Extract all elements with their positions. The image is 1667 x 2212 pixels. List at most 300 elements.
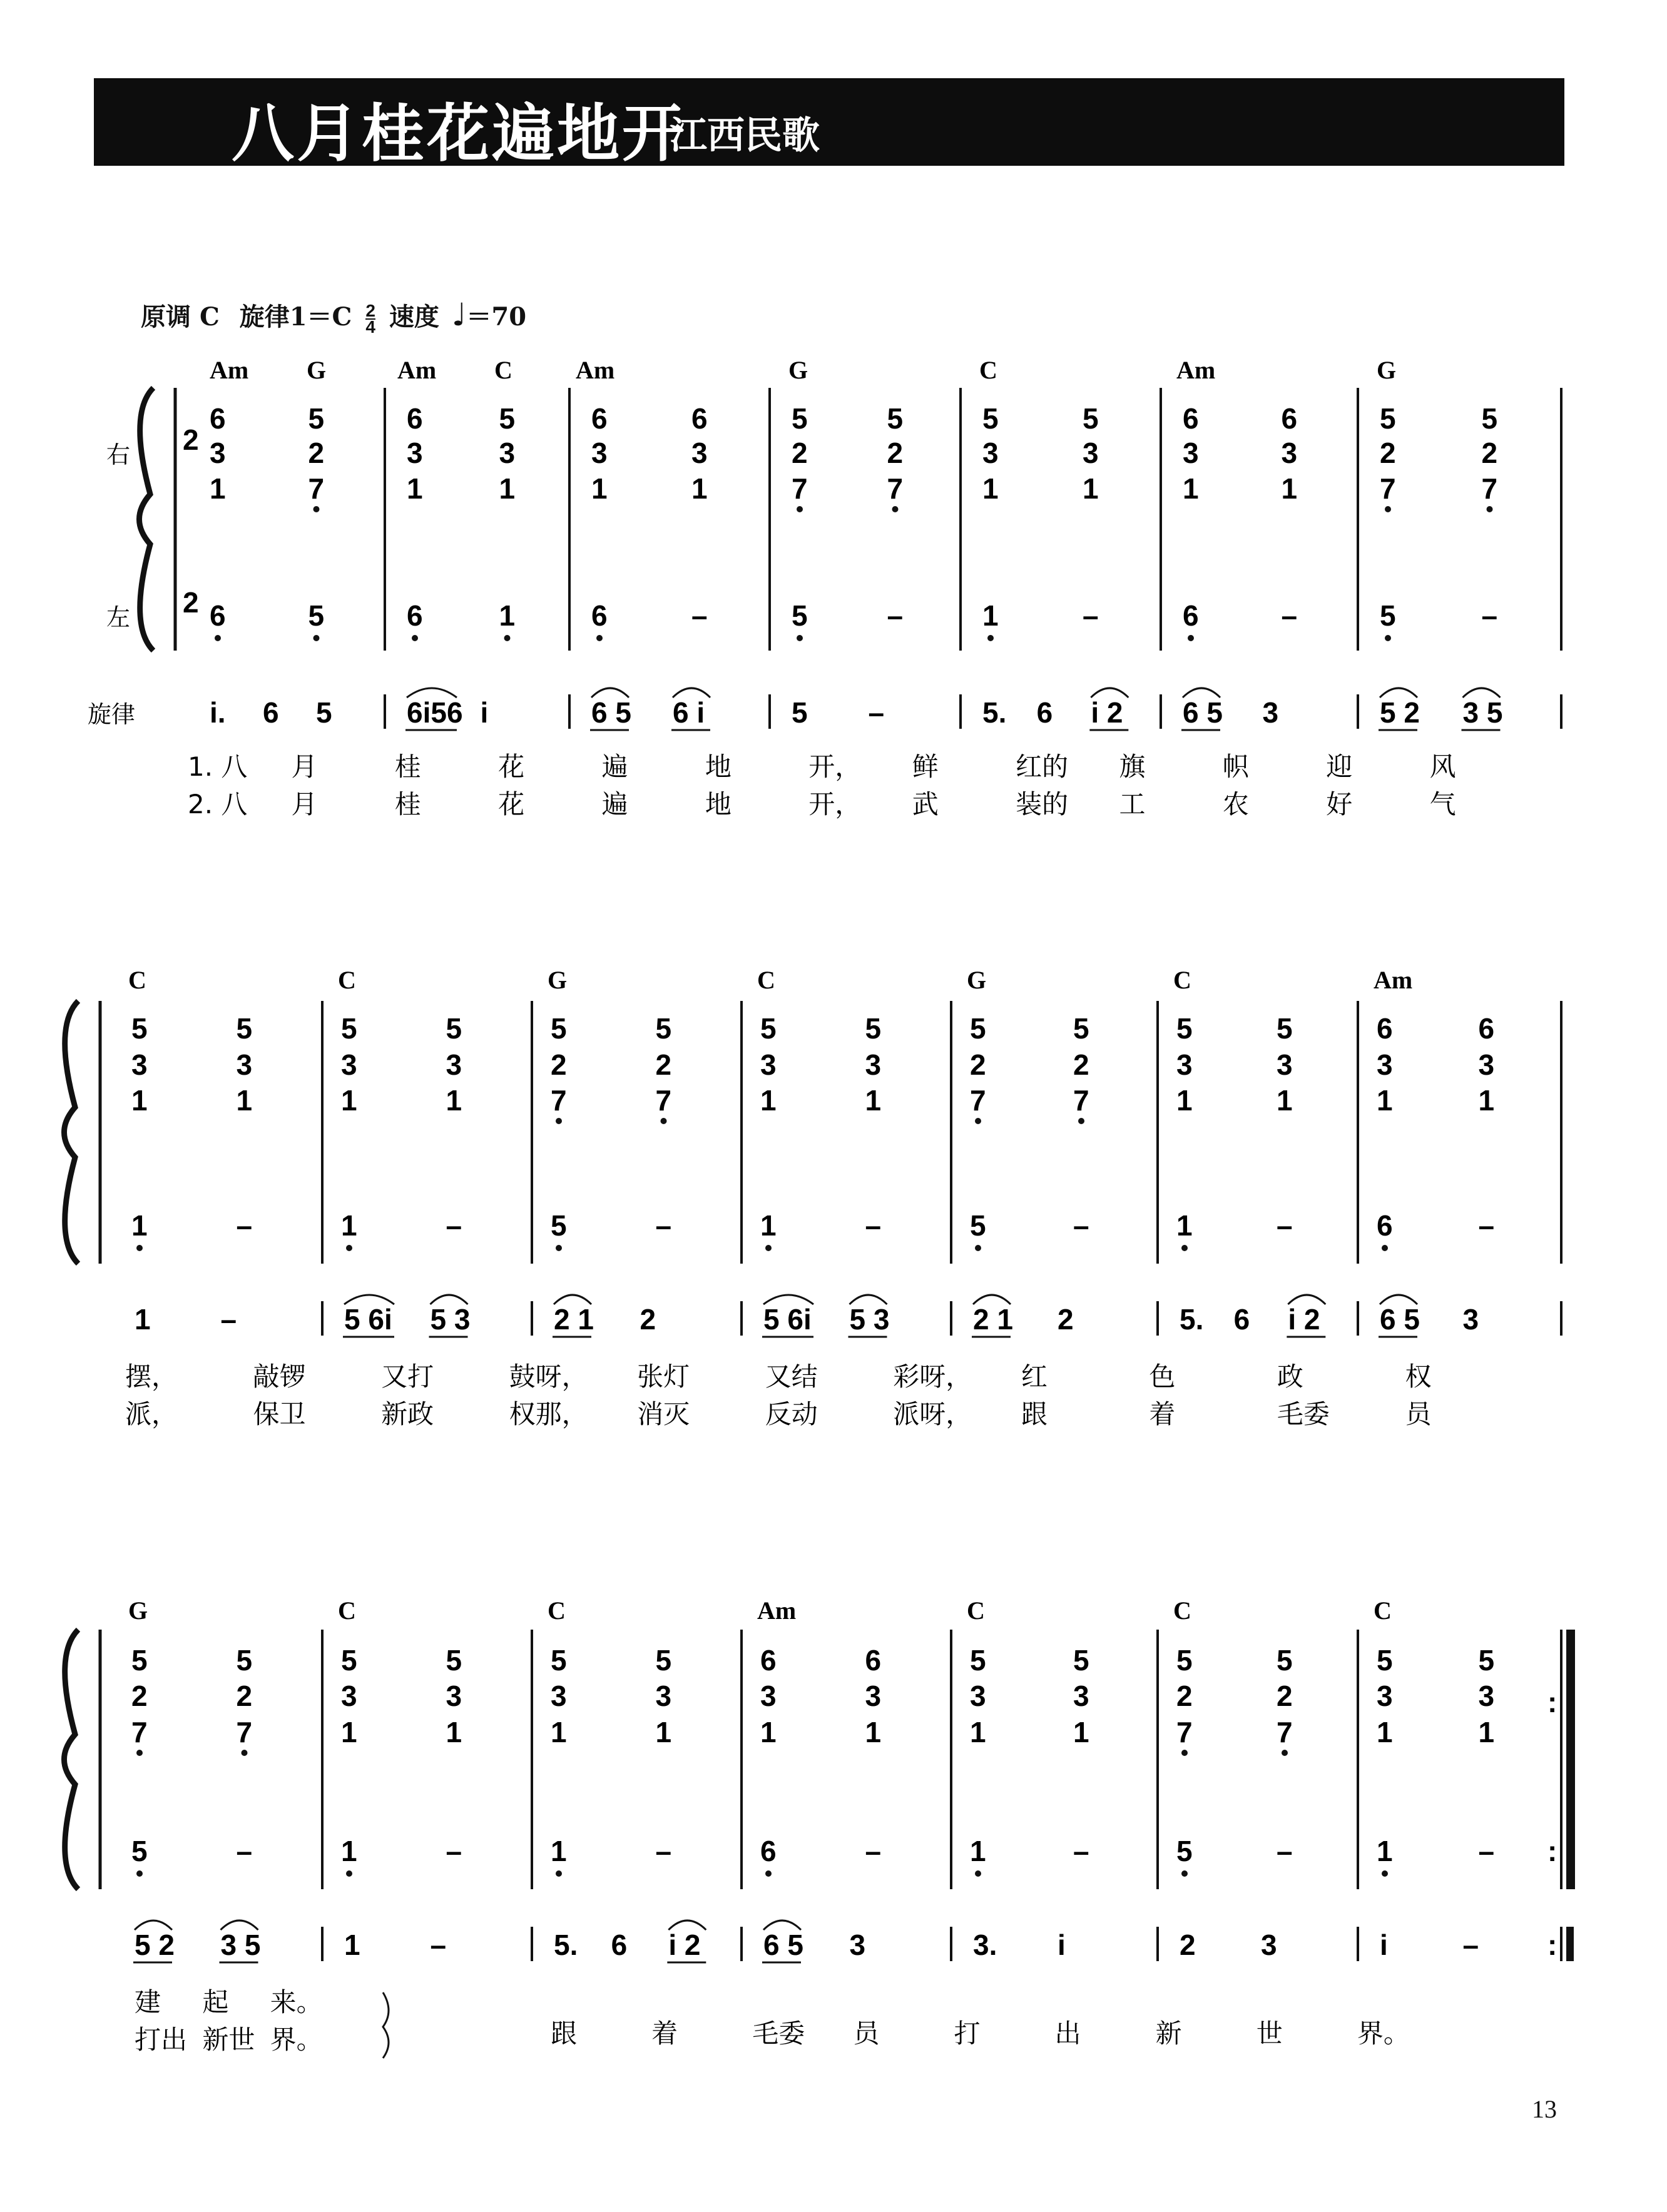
low-octave-dot xyxy=(661,1118,667,1124)
right-hand-note: 3 xyxy=(1478,1048,1495,1081)
right-hand-note: 2 xyxy=(887,437,904,469)
right-hand-note: 1 xyxy=(982,472,999,505)
right-hand-note: 1 xyxy=(1183,472,1199,505)
melody-note: 3. xyxy=(973,1929,997,1961)
melody-note: 2 1 xyxy=(973,1303,1013,1336)
right-hand-note: 3 xyxy=(865,1680,882,1712)
melody-note: 6 5 xyxy=(1380,1303,1420,1336)
melody-note: 5 2 xyxy=(135,1929,175,1961)
left-hand-note: 1 xyxy=(970,1835,986,1867)
melody-note: i xyxy=(1380,1929,1388,1961)
right-hand-note: 5 xyxy=(446,1644,462,1677)
right-hand-note: 2 xyxy=(131,1680,148,1712)
low-octave-dot xyxy=(1385,506,1391,512)
right-hand-note: 5 xyxy=(655,1644,672,1677)
melody-note: 6 5 xyxy=(591,696,631,729)
chord-symbol: G xyxy=(548,966,568,994)
right-hand-note: 7 xyxy=(970,1084,986,1117)
right-hand-note: 7 xyxy=(551,1084,567,1117)
melody-note: 5 3 xyxy=(430,1303,471,1336)
lyric-syllable: 工 xyxy=(1119,789,1146,819)
lyric-syllable: 2. 八 xyxy=(188,789,248,819)
melody-note: 5. xyxy=(982,696,1007,729)
right-hand-note: 1 xyxy=(131,1084,148,1117)
right-hand-note: 1 xyxy=(970,1716,986,1748)
brace-icon xyxy=(64,1001,79,1264)
left-hand-note: – xyxy=(655,1209,672,1242)
repeat-dots: : xyxy=(1547,1686,1557,1718)
right-hand-note: 5 xyxy=(131,1012,148,1045)
tempo-value: ＝70 xyxy=(466,302,527,332)
melody-note: 6 5 xyxy=(1183,696,1223,729)
melody-note: – xyxy=(1462,1929,1479,1961)
left-hand-note: – xyxy=(236,1209,253,1242)
lyric-syllable: 毛委 xyxy=(752,2018,805,2049)
melody-note: – xyxy=(430,1929,447,1961)
time-sig-top: 2 xyxy=(183,586,199,619)
left-hand-note: – xyxy=(236,1835,253,1867)
right-hand-note: 1 xyxy=(1281,472,1298,505)
lyric-syllable: 风 xyxy=(1429,751,1456,782)
low-octave-dot xyxy=(556,1870,562,1877)
lyric-syllable: 又打 xyxy=(381,1361,434,1392)
right-hand-note: 7 xyxy=(1277,1716,1293,1748)
right-hand-note: 3 xyxy=(1377,1048,1393,1081)
chord-symbol: Am xyxy=(1374,966,1413,994)
lyric-syllable: 月 xyxy=(291,751,318,782)
low-octave-dot xyxy=(556,1245,562,1251)
right-hand-note: 7 xyxy=(1481,472,1498,505)
right-hand-note: 3 xyxy=(407,437,423,469)
lyric-syllable: 开， xyxy=(808,751,862,782)
right-hand-note: 3 xyxy=(551,1680,567,1712)
right-hand-note: 1 xyxy=(1478,1084,1495,1117)
lyric-syllable: 着 xyxy=(1149,1399,1176,1429)
melody-note: 6 xyxy=(611,1929,628,1961)
right-hand-note: 1 xyxy=(341,1716,357,1748)
right-hand-note: 5 xyxy=(792,402,808,435)
left-hand-note: 5 xyxy=(1380,599,1396,632)
lyric-syllable: 来。 xyxy=(270,1987,323,2017)
lyric-brace-icon xyxy=(383,1992,389,2058)
lyric-syllable: 色 xyxy=(1149,1361,1176,1392)
right-hand-note: 1 xyxy=(236,1084,253,1117)
lyric-syllable: 地 xyxy=(705,751,732,782)
low-octave-dot xyxy=(975,1870,981,1877)
right-hand-note: 3 xyxy=(970,1680,986,1712)
right-hand-note: 7 xyxy=(792,472,808,505)
right-hand-note: 2 xyxy=(792,437,808,469)
lyric-syllable: 建 xyxy=(135,1987,161,2017)
right-hand-note: 5 xyxy=(551,1012,567,1045)
chord-symbol: C xyxy=(967,1596,985,1625)
right-hand-note: 6 xyxy=(865,1644,882,1677)
right-hand-note: 5 xyxy=(970,1012,986,1045)
right-hand-note: 3 xyxy=(210,437,226,469)
speed-label: 速度 xyxy=(389,302,439,332)
low-octave-dot xyxy=(346,1245,352,1251)
right-hand-note: 7 xyxy=(1176,1716,1193,1748)
melody-note: 5 6i xyxy=(344,1303,392,1336)
low-octave-dot xyxy=(765,1870,772,1877)
low-octave-dot xyxy=(136,1245,143,1251)
melody-note: 5 3 xyxy=(849,1303,890,1336)
right-hand-note: 6 xyxy=(1183,402,1199,435)
right-hand-note: 3 xyxy=(1377,1680,1393,1712)
score-system-2 xyxy=(0,963,1667,1476)
right-hand-note: 5 xyxy=(1176,1012,1193,1045)
right-hand-note: 1 xyxy=(551,1716,567,1748)
quarter-note-icon: ♩ xyxy=(451,296,467,333)
melody-note: i 2 xyxy=(668,1929,701,1961)
right-hand-note: 3 xyxy=(760,1048,777,1081)
left-hand-note: – xyxy=(1481,599,1498,632)
right-hand-note: 1 xyxy=(691,472,708,505)
right-hand-note: 3 xyxy=(982,437,999,469)
melody-note: 1 xyxy=(135,1303,151,1336)
right-hand-note: 2 xyxy=(1176,1680,1193,1712)
melody-note: 2 xyxy=(640,1303,656,1336)
left-hand-label: 左 xyxy=(106,604,131,631)
lyric-syllable: 员 xyxy=(853,2018,880,2049)
right-hand-note: 5 xyxy=(551,1644,567,1677)
brace-icon xyxy=(140,388,154,651)
low-octave-dot xyxy=(975,1118,981,1124)
right-hand-note: 1 xyxy=(865,1084,882,1117)
low-octave-dot xyxy=(1382,1245,1388,1251)
right-hand-note: 5 xyxy=(760,1012,777,1045)
lyric-syllable: 迎 xyxy=(1326,751,1353,782)
right-hand-note: 5 xyxy=(1377,1644,1393,1677)
right-hand-note: 1 xyxy=(446,1716,462,1748)
right-hand-note: 7 xyxy=(236,1716,253,1748)
melody-note: 6i56 xyxy=(407,696,463,729)
chord-symbol: Am xyxy=(576,356,615,384)
time-sig-top: 2 xyxy=(183,424,199,456)
melody-label: 旋律 xyxy=(239,302,290,332)
left-hand-note: – xyxy=(691,599,708,632)
lyric-syllable: 界。 xyxy=(270,2024,323,2055)
lyric-syllable: 毛委 xyxy=(1277,1399,1330,1429)
left-hand-note: 6 xyxy=(1183,599,1199,632)
low-octave-dot xyxy=(1487,506,1493,512)
system-1-notation xyxy=(0,350,1667,863)
chord-symbol: G xyxy=(128,1596,148,1625)
low-octave-dot xyxy=(596,635,603,641)
right-hand-note: 3 xyxy=(1083,437,1099,469)
melody-note: 6 xyxy=(263,696,279,729)
melody-note: i xyxy=(480,696,489,729)
right-hand-note: 2 xyxy=(1277,1680,1293,1712)
lyric-syllable: 红 xyxy=(1021,1361,1048,1392)
melody-note: 3 xyxy=(1262,696,1279,729)
right-hand-note: 3 xyxy=(1478,1680,1495,1712)
lyric-syllable: 出 xyxy=(1054,2018,1081,2049)
low-octave-dot xyxy=(314,506,320,512)
right-hand-note: 2 xyxy=(655,1048,672,1081)
melody-note: 6 i xyxy=(673,696,705,729)
right-hand-note: 6 xyxy=(407,402,423,435)
right-hand-note: 5 xyxy=(446,1012,462,1045)
final-barline-melody xyxy=(1566,1927,1574,1961)
right-hand-note: 7 xyxy=(887,472,904,505)
right-hand-note: 3 xyxy=(865,1048,882,1081)
right-hand-note: 3 xyxy=(1281,437,1298,469)
right-hand-note: 1 xyxy=(1073,1716,1089,1748)
low-octave-dot xyxy=(1078,1118,1084,1124)
song-title: 八月桂花遍地开 xyxy=(232,97,687,170)
lyric-syllable: 反动 xyxy=(765,1399,818,1429)
melody-note: i 2 xyxy=(1091,696,1123,729)
low-octave-dot xyxy=(1382,1870,1388,1877)
lyric-syllable: 消灭 xyxy=(637,1399,690,1429)
right-hand-note: 3 xyxy=(1073,1680,1089,1712)
time-sig-top: 2 xyxy=(365,301,375,320)
right-hand-note: 7 xyxy=(308,472,325,505)
left-hand-note: 6 xyxy=(1377,1209,1393,1242)
tempo-key-line xyxy=(141,296,526,335)
right-hand-note: 1 xyxy=(1377,1084,1393,1117)
right-hand-note: 3 xyxy=(341,1048,357,1081)
lyric-syllable: 又结 xyxy=(765,1361,818,1392)
left-hand-note: – xyxy=(865,1835,882,1867)
melody-note: 5 xyxy=(792,696,808,729)
lyric-syllable: 桂 xyxy=(394,789,421,819)
right-hand-note: 5 xyxy=(499,402,516,435)
left-hand-note: – xyxy=(1083,599,1099,632)
chord-symbol: C xyxy=(757,966,775,994)
right-hand-note: 1 xyxy=(1478,1716,1495,1748)
right-hand-note: 1 xyxy=(1277,1084,1293,1117)
lyric-syllable: 员 xyxy=(1405,1399,1432,1429)
melody-note: 6 5 xyxy=(763,1929,803,1961)
chord-symbol: Am xyxy=(757,1596,797,1625)
melody-note: 3 5 xyxy=(220,1929,261,1961)
left-hand-note: – xyxy=(446,1209,462,1242)
right-hand-note: 7 xyxy=(1073,1084,1089,1117)
lyric-syllable: 花 xyxy=(498,751,525,782)
melody-note: 5 2 xyxy=(1380,696,1420,729)
melody-note: i. xyxy=(210,696,226,729)
low-octave-dot xyxy=(1385,635,1391,641)
left-hand-note: 5 xyxy=(131,1835,148,1867)
melody-note: 5. xyxy=(554,1929,578,1961)
lyric-syllable: 权那， xyxy=(509,1399,588,1429)
lyric-syllable: 遍 xyxy=(601,751,628,782)
lyric-syllable: 界。 xyxy=(1357,2018,1410,2049)
right-hand-note: 3 xyxy=(760,1680,777,1712)
right-hand-note: 5 xyxy=(1478,1644,1495,1677)
chord-symbol: C xyxy=(1173,966,1191,994)
melody-note: i 2 xyxy=(1288,1303,1320,1336)
right-hand-note: 1 xyxy=(760,1084,777,1117)
lyric-syllable: 红的 xyxy=(1016,751,1069,782)
right-hand-note: 1 xyxy=(499,472,516,505)
left-hand-note: 6 xyxy=(760,1835,777,1867)
chord-symbol: C xyxy=(338,1596,356,1625)
right-hand-note: 6 xyxy=(1478,1012,1495,1045)
right-hand-note: 5 xyxy=(1277,1012,1293,1045)
melody-note: – xyxy=(868,696,885,729)
right-hand-note: 6 xyxy=(210,402,226,435)
left-hand-note: – xyxy=(1277,1835,1293,1867)
lyric-syllable: 鲜 xyxy=(912,751,939,782)
right-hand-note: 1 xyxy=(210,472,226,505)
song-subtitle: 江西民歌 xyxy=(670,114,820,158)
right-hand-note: 3 xyxy=(691,437,708,469)
right-hand-note: 2 xyxy=(970,1048,986,1081)
chord-symbol: Am xyxy=(1176,356,1216,384)
right-hand-note: 1 xyxy=(865,1716,882,1748)
right-hand-note: 2 xyxy=(1380,437,1396,469)
right-hand-note: 3 xyxy=(446,1048,462,1081)
lyric-syllable: 装的 xyxy=(1016,789,1069,819)
low-octave-dot xyxy=(242,1750,248,1756)
lyric-syllable: 派， xyxy=(125,1399,178,1429)
right-hand-note: 1 xyxy=(1377,1716,1393,1748)
melody-note: 2 xyxy=(1058,1303,1074,1336)
chord-symbol: G xyxy=(967,966,987,994)
lyric-syllable: 旗 xyxy=(1119,751,1146,782)
lyric-syllable: 农 xyxy=(1222,789,1249,819)
left-hand-note: 1 xyxy=(1377,1835,1393,1867)
right-hand-note: 1 xyxy=(341,1084,357,1117)
low-octave-dot xyxy=(797,506,803,512)
left-hand-note: 1 xyxy=(1176,1209,1193,1242)
right-hand-note: 5 xyxy=(1380,402,1396,435)
right-hand-note: 5 xyxy=(970,1644,986,1677)
right-hand-note: 5 xyxy=(236,1644,253,1677)
chord-symbol: C xyxy=(1173,1596,1191,1625)
right-hand-note: 5 xyxy=(1083,402,1099,435)
right-hand-note: 6 xyxy=(1377,1012,1393,1045)
chord-symbol: C xyxy=(494,356,512,384)
chord-symbol: G xyxy=(788,356,808,384)
melody-note: 5 6i xyxy=(763,1303,812,1336)
right-hand-note: 3 xyxy=(1183,437,1199,469)
lyric-syllable: 帜 xyxy=(1222,751,1249,782)
right-hand-note: 1 xyxy=(760,1716,777,1748)
right-hand-note: 3 xyxy=(591,437,608,469)
final-barline xyxy=(1566,1630,1575,1889)
right-hand-note: 2 xyxy=(236,1680,253,1712)
low-octave-dot xyxy=(765,1245,772,1251)
right-hand-note: 1 xyxy=(407,472,423,505)
key-label: 原调 xyxy=(141,302,191,332)
right-hand-note: 1 xyxy=(655,1716,672,1748)
left-hand-note: 1 xyxy=(341,1835,357,1867)
lyric-syllable: 新 xyxy=(1155,2018,1182,2049)
left-hand-note: – xyxy=(865,1209,882,1242)
page-number: 13 xyxy=(1532,2095,1557,2123)
right-hand-note: 2 xyxy=(551,1048,567,1081)
low-octave-dot xyxy=(215,635,221,641)
low-octave-dot xyxy=(797,635,803,641)
right-hand-note: 5 xyxy=(341,1012,357,1045)
lyric-syllable: 彩呀， xyxy=(893,1361,972,1392)
right-hand-note: 1 xyxy=(1176,1084,1193,1117)
right-hand-note: 5 xyxy=(1176,1644,1193,1677)
right-hand-note: 6 xyxy=(1281,402,1298,435)
melody-note: 3 xyxy=(1462,1303,1479,1336)
left-hand-note: 5 xyxy=(792,599,808,632)
title-bar xyxy=(94,78,1564,170)
right-hand-note: 5 xyxy=(1277,1644,1293,1677)
low-octave-dot xyxy=(314,635,320,641)
right-hand-note: 5 xyxy=(341,1644,357,1677)
lyric-syllable: 着 xyxy=(651,2018,678,2049)
lyric-syllable: 摆， xyxy=(125,1361,178,1392)
low-octave-dot xyxy=(136,1870,143,1877)
melody-note: 5. xyxy=(1180,1303,1204,1336)
right-hand-note: 3 xyxy=(1277,1048,1293,1081)
right-hand-note: 6 xyxy=(591,402,608,435)
melody-note: 6 xyxy=(1233,1303,1250,1336)
left-hand-note: – xyxy=(655,1835,672,1867)
right-hand-note: 5 xyxy=(1073,1012,1089,1045)
right-hand-note: 5 xyxy=(308,402,325,435)
left-hand-note: – xyxy=(887,599,904,632)
low-octave-dot xyxy=(975,1245,981,1251)
left-hand-note: 5 xyxy=(1176,1835,1193,1867)
lyric-syllable: 权 xyxy=(1405,1361,1432,1392)
melody-note: 3 xyxy=(849,1929,866,1961)
left-hand-note: 1 xyxy=(551,1835,567,1867)
low-octave-dot xyxy=(892,506,899,512)
chord-symbol: C xyxy=(1374,1596,1392,1625)
lyric-syllable: 打出 xyxy=(135,2024,188,2055)
right-hand-note: 7 xyxy=(655,1084,672,1117)
system-3-notation xyxy=(0,1595,1667,2096)
right-hand-note: 3 xyxy=(1176,1048,1193,1081)
right-hand-note: 2 xyxy=(1073,1048,1089,1081)
system-2-notation xyxy=(0,963,1667,1476)
right-hand-note: 3 xyxy=(446,1680,462,1712)
lyric-syllable: 政 xyxy=(1277,1361,1303,1392)
lyric-syllable: 花 xyxy=(498,789,525,819)
right-hand-note: 3 xyxy=(236,1048,253,1081)
right-hand-note: 6 xyxy=(691,402,708,435)
melody-note: 3 5 xyxy=(1462,696,1503,729)
left-hand-note: – xyxy=(1478,1209,1495,1242)
left-hand-note: 6 xyxy=(591,599,608,632)
chord-symbol: C xyxy=(338,966,356,994)
lyric-syllable: 新政 xyxy=(381,1399,434,1429)
chord-symbol: G xyxy=(307,356,327,384)
score-system-3 xyxy=(0,1595,1667,2096)
right-hand-note: 1 xyxy=(591,472,608,505)
chord-symbol: C xyxy=(979,356,997,384)
low-octave-dot xyxy=(1181,1750,1188,1756)
left-hand-note: 6 xyxy=(407,599,423,632)
chord-symbol: C xyxy=(128,966,146,994)
right-hand-note: 5 xyxy=(1073,1644,1089,1677)
lyric-syllable: 起 xyxy=(202,1987,229,2017)
right-hand-note: 5 xyxy=(887,402,904,435)
right-hand-note: 1 xyxy=(446,1084,462,1117)
lyric-syllable: 桂 xyxy=(394,751,421,782)
lyric-syllable: 月 xyxy=(291,789,318,819)
lyric-syllable: 跟 xyxy=(551,2018,578,2049)
right-hand-note: 5 xyxy=(1481,402,1498,435)
lyric-syllable: 武 xyxy=(912,789,939,819)
right-hand-note: 5 xyxy=(655,1012,672,1045)
right-hand-note: 7 xyxy=(1380,472,1396,505)
lyric-syllable: 好 xyxy=(1326,789,1353,819)
lyric-syllable: 鼓呀， xyxy=(509,1361,588,1392)
melody-note: 3 xyxy=(1261,1929,1277,1961)
chord-symbol: Am xyxy=(210,356,249,384)
